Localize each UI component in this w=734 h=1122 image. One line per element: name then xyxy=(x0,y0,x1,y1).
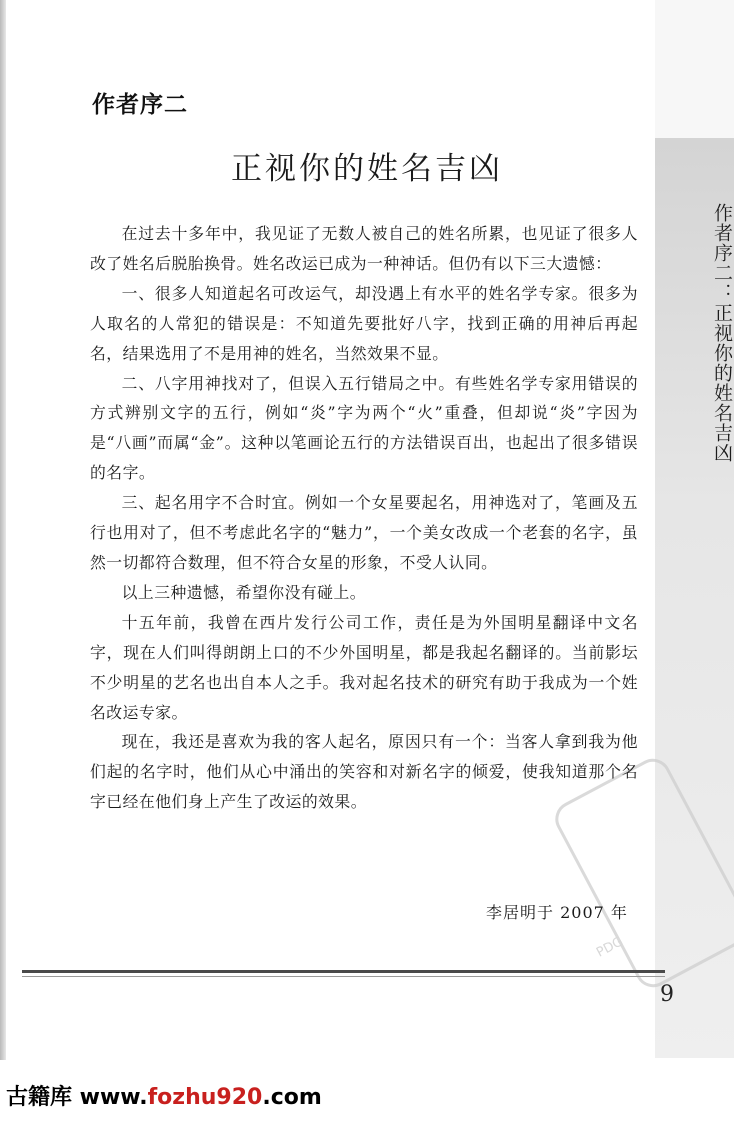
watermark-accent: fozhu920 xyxy=(147,1085,263,1110)
watermark-prefix: 古籍库 www. xyxy=(6,1085,148,1110)
side-chapter-title: 作者序二：正视你的姓名吉凶 xyxy=(711,203,733,463)
paragraph: 现在，我还是喜欢为我的客人起名，原因只有一个：当客人拿到我为他们起的名字时，他们从心中涌出的笑容和对新名字的倾爱，使我知道那个名字已经在他们身上产生了改运的效果。 xyxy=(90,732,638,812)
page-number: 9 xyxy=(660,982,674,1007)
paragraph: 二、八字用神找对了，但误入五行错局之中。有些姓名学专家用错误的方式辨别文字的五行，例如“炎”字为两个“火”重叠，但却说“炎”字因为是“八画”而属“金”。这种以笔画论五行的方法错误百出，也起出了很多错误的名字。 xyxy=(90,373,638,483)
paragraph: 十五年前，我曾在西片发行公司工作，责任是为外国明星翻译中文名字，现在人们叫得朗朗上口的不少外国明星，都是我起名翻译的。当前影坛不少明星的艺名也出自本人之手。我对起名技术的研究有助于我成为一个姓名改运专家。 xyxy=(90,612,638,722)
paragraph: 以上三种遗憾，希望你没有碰上。 xyxy=(121,582,367,602)
side-tab-top xyxy=(655,0,734,138)
watermark-suffix: .com xyxy=(262,1085,322,1110)
page-title: 正视你的姓名吉凶 xyxy=(231,151,503,187)
body-text xyxy=(90,219,638,817)
paragraph: 三、起名用字不合时宜。例如一个女星要起名，用神选对了，笔画及五行也用对了，但不考虑此名字的“魅力”，一个美女改成一个老套的名字，虽然一切都符合数理，但不符合女星的形象，不受人认同。 xyxy=(90,493,638,572)
footer-rule xyxy=(22,970,665,973)
section-label: 作者序二 xyxy=(92,92,188,118)
paragraph: 一、很多人知道起名可改运气，却没遇上有水平的姓名学专家。很多为人取名的人常犯的错误是：不知道先要批好八字，找到正确的用神后再起名，结果选用了不是用神的姓名，当然效果不显。 xyxy=(90,283,638,363)
author-signature: 李居明于 2007 年 xyxy=(486,903,628,922)
paragraph: 在过去十多年中，我见证了无数人被自己的姓名所累，也见证了很多人改了姓名后脱胎换骨。姓名改运已成为一种神话。但仍有以下三大遗憾： xyxy=(90,224,638,273)
footer-rule-thin xyxy=(22,976,665,977)
site-watermark xyxy=(6,1080,322,1111)
stamp-label: PDG xyxy=(594,934,626,961)
